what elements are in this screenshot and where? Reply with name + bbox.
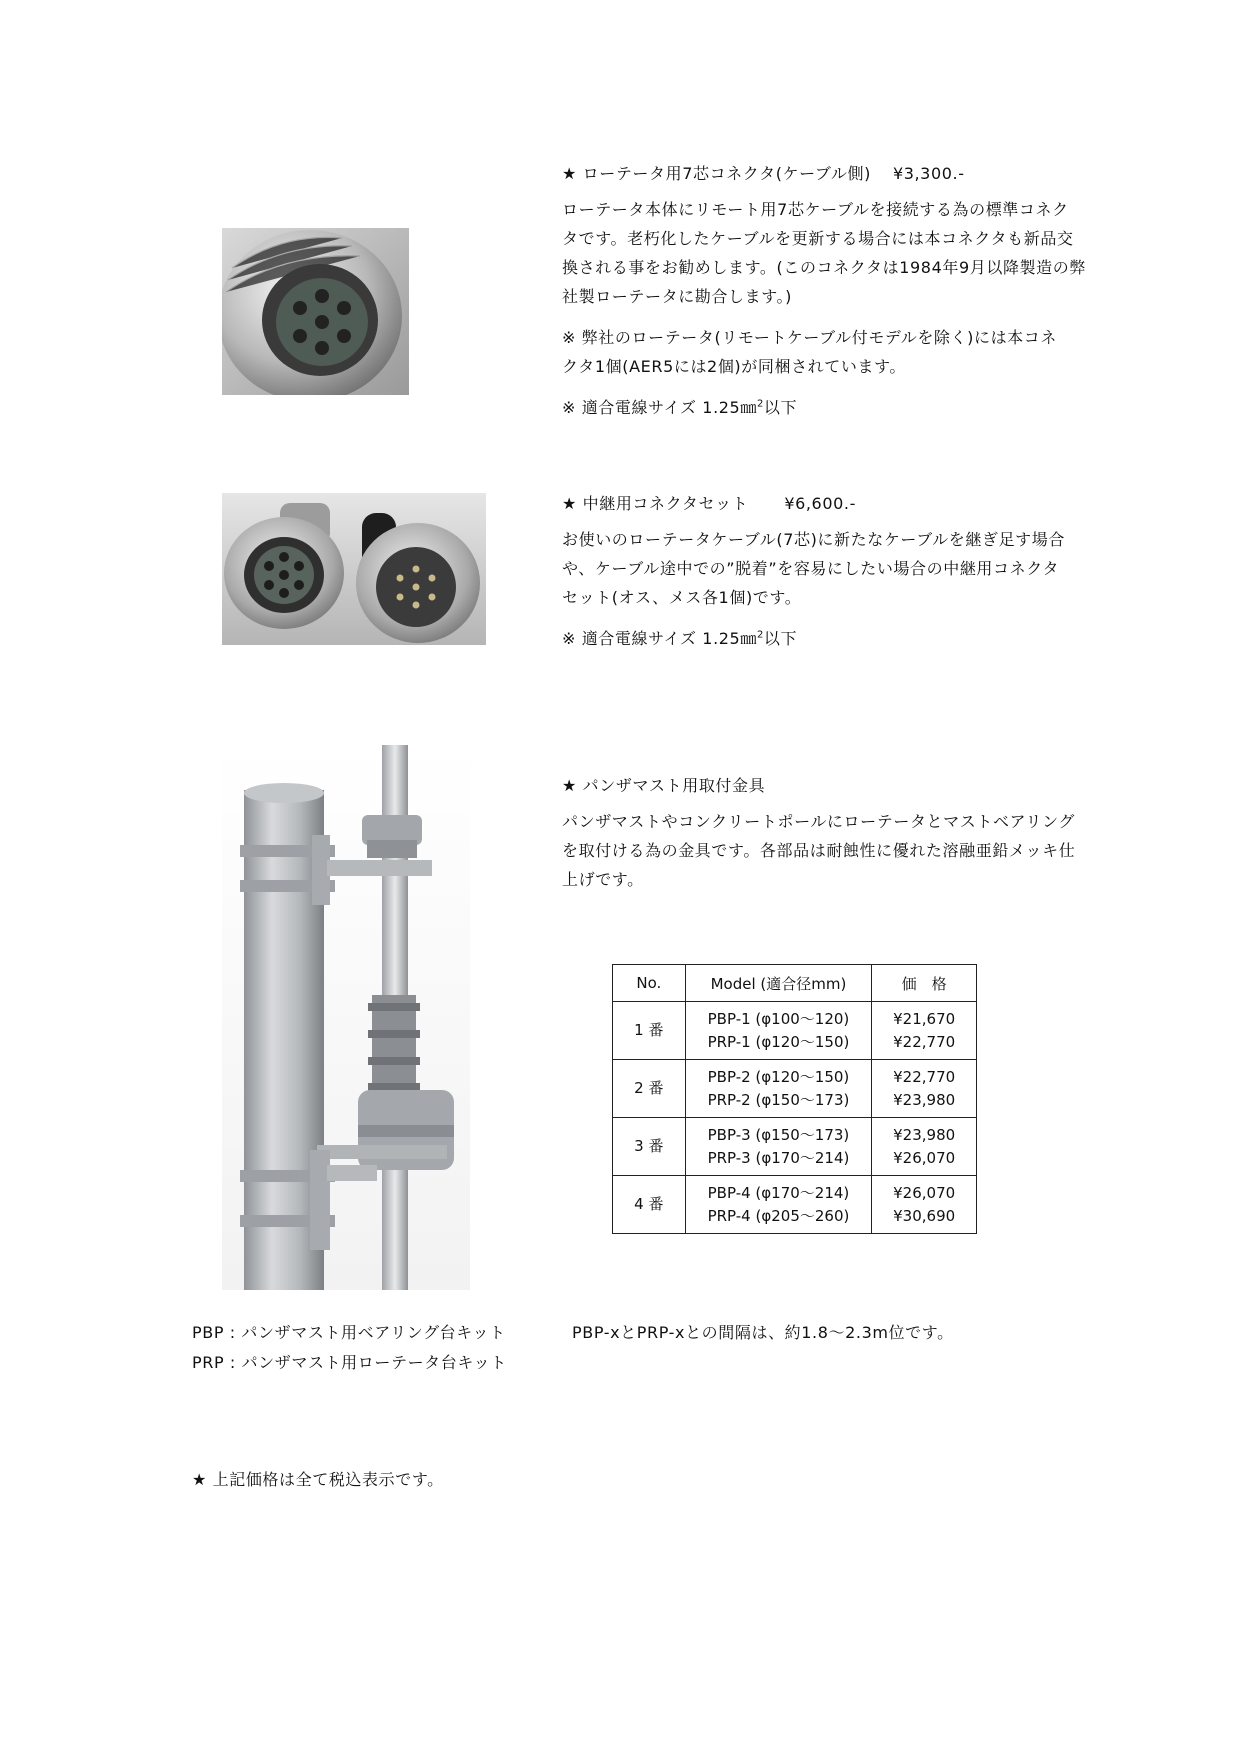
section1-line-3: 換される事をお勧めします。(このコネクタは1984年9月以降製造の弊 bbox=[562, 258, 1086, 277]
model-prp: PRP-3 (φ170～214) bbox=[707, 1148, 850, 1167]
price-prp: ¥30,690 bbox=[893, 1206, 956, 1225]
row-prices bbox=[872, 1118, 977, 1176]
section1-heading bbox=[562, 164, 965, 184]
section1-note-line-2: クタ1個(AER5には2個)が同梱されています。 bbox=[562, 357, 906, 376]
price-pbp: ¥23,980 bbox=[893, 1125, 956, 1144]
section3-line-2: を取付ける為の金具です。各部品は耐蝕性に優れた溶融亜鉛メッキ仕 bbox=[562, 841, 1076, 860]
price-prp: ¥22,770 bbox=[893, 1032, 956, 1051]
section2-price: ¥6,600.- bbox=[784, 494, 856, 513]
section1-title: ★ ローテータ用7芯コネクタ(ケーブル側) bbox=[562, 164, 871, 183]
row-models bbox=[685, 1002, 872, 1060]
section2-line-2: や、ケーブル途中での”脱着”を容易にしたい場合の中継用コネクタ bbox=[562, 559, 1060, 578]
section1-line-2: タです。老朽化したケーブルを更新する場合には本コネクタも新品交 bbox=[562, 229, 1074, 248]
section1-wire-sup: 2 bbox=[756, 398, 764, 410]
price-prp: ¥26,070 bbox=[893, 1148, 956, 1167]
table-row bbox=[613, 1060, 977, 1118]
model-prp: PRP-2 (φ150～173) bbox=[707, 1090, 850, 1109]
section2-wire-suffix: 以下 bbox=[763, 629, 798, 648]
price-prp: ¥23,980 bbox=[893, 1090, 956, 1109]
row-models bbox=[685, 1176, 872, 1234]
model-pbp: PBP-3 (φ150～173) bbox=[707, 1125, 850, 1144]
section1-wire-note bbox=[562, 398, 797, 418]
header-price: 価 格 bbox=[872, 965, 977, 1002]
relay-connector-set-photo bbox=[222, 493, 486, 645]
section2-line-1: お使いのローテータケーブル(7芯)に新たなケーブルを継ぎ足す場合 bbox=[562, 530, 1065, 549]
section3-line-3: 上げです。 bbox=[562, 870, 644, 889]
section2-wire-text: ※ 適合電線サイズ 1.25㎜ bbox=[562, 629, 757, 648]
table-header-row bbox=[613, 965, 977, 1002]
legend-pbp: PBP : パンザマスト用ベアリング台キット bbox=[192, 1323, 506, 1342]
model-pbp: PBP-1 (φ100～120) bbox=[707, 1009, 850, 1028]
row-no: 1 番 bbox=[613, 1002, 686, 1060]
section1-price: ¥3,300.- bbox=[892, 164, 965, 183]
panza-mast-mount-photo bbox=[222, 745, 470, 1290]
price-pbp: ¥26,070 bbox=[893, 1183, 956, 1202]
row-prices bbox=[872, 1176, 977, 1234]
section3-line-1: パンザマストやコンクリートポールにローテータとマストベアリング bbox=[562, 812, 1076, 831]
model-pbp: PBP-2 (φ120～150) bbox=[707, 1067, 850, 1086]
section2-wire-note bbox=[562, 629, 797, 649]
legend-prp: PRP : パンザマスト用ローテータ台キット bbox=[192, 1353, 507, 1372]
price-pbp: ¥21,670 bbox=[893, 1009, 956, 1028]
table-row bbox=[613, 1002, 977, 1060]
header-model: Model (適合径mm) bbox=[685, 965, 872, 1002]
section1-wire-text: ※ 適合電線サイズ 1.25㎜ bbox=[562, 398, 757, 417]
row-no: 4 番 bbox=[613, 1176, 686, 1234]
row-no: 2 番 bbox=[613, 1060, 686, 1118]
section1-line-1: ローテータ本体にリモート用7芯ケーブルを接続する為の標準コネク bbox=[562, 200, 1069, 219]
row-prices bbox=[872, 1060, 977, 1118]
section2-heading bbox=[562, 494, 856, 514]
table-row bbox=[613, 1118, 977, 1176]
section3-heading: ★ パンザマスト用取付金具 bbox=[562, 776, 766, 795]
section2-title: ★ 中継用コネクタセット bbox=[562, 494, 749, 513]
legend-spacing: PBP-xとPRP-xとの間隔は、約1.8～2.3m位です。 bbox=[572, 1323, 954, 1342]
section2-wire-sup: 2 bbox=[756, 629, 764, 641]
section1-note-line-1: ※ 弊社のローテータ(リモートケーブル付モデルを除く)には本コネ bbox=[562, 328, 1057, 347]
price-pbp: ¥22,770 bbox=[893, 1067, 956, 1086]
section2-line-3: セット(オス、メス各1個)です。 bbox=[562, 588, 802, 607]
section1-wire-suffix: 以下 bbox=[763, 398, 798, 417]
model-prp: PRP-4 (φ205～260) bbox=[707, 1206, 850, 1225]
connector-7pin-photo bbox=[222, 228, 409, 395]
section1-line-4: 社製ローテータに勘合します。) bbox=[562, 287, 792, 306]
row-no: 3 番 bbox=[613, 1118, 686, 1176]
footer-tax-note: ★ 上記価格は全て税込表示です。 bbox=[192, 1470, 444, 1489]
model-pbp: PBP-4 (φ170～214) bbox=[707, 1183, 850, 1202]
row-models bbox=[685, 1060, 872, 1118]
header-no: No. bbox=[613, 965, 686, 1002]
row-prices bbox=[872, 1002, 977, 1060]
model-price-table bbox=[612, 964, 977, 1234]
model-prp: PRP-1 (φ120～150) bbox=[707, 1032, 850, 1051]
row-models bbox=[685, 1118, 872, 1176]
table-row bbox=[613, 1176, 977, 1234]
